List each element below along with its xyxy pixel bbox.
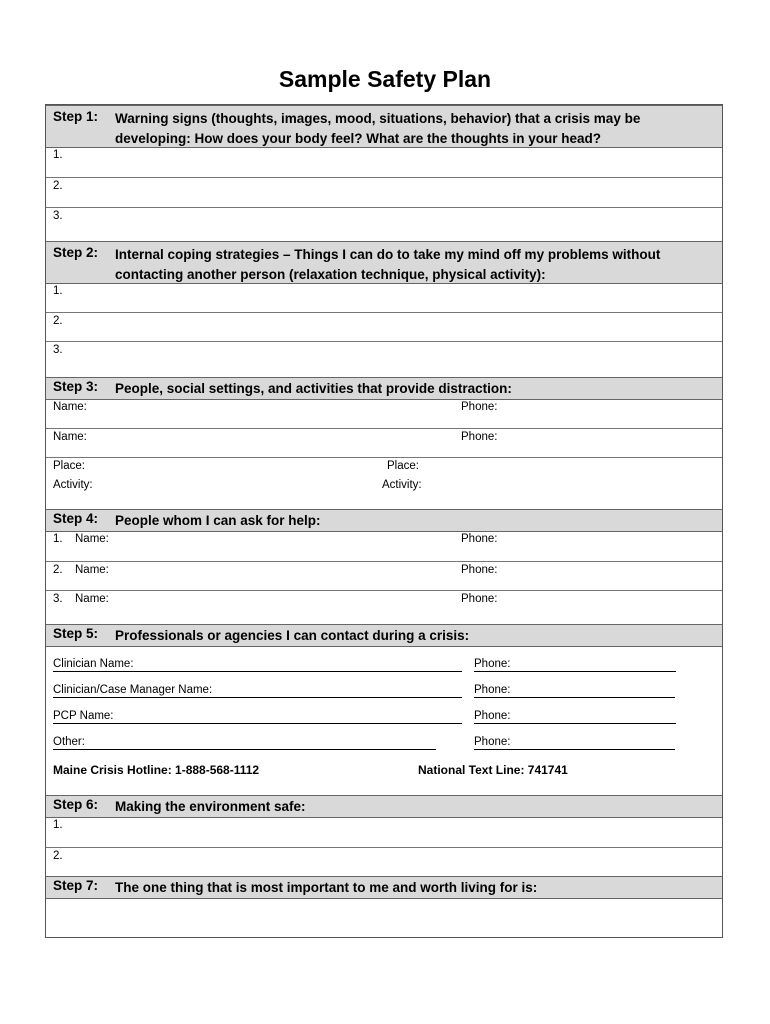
step-3-name-row-1[interactable] [46,399,722,429]
step-6-number: Step 6: [53,797,99,812]
step-5-body [46,646,722,794]
phone-label: Phone: [461,401,498,413]
step-7-header [46,876,722,899]
step-3-name-row-2[interactable] [46,429,722,458]
step-2-item-1[interactable] [46,283,722,313]
safety-plan-form [45,104,723,938]
step-4-contact-3[interactable] [46,591,722,623]
item-number: 3. [53,593,63,605]
step-7-number: Step 7: [53,878,99,893]
name-label: Name: [75,593,109,605]
step-2-item-3[interactable] [46,342,722,375]
step-1-item-2[interactable] [46,178,722,208]
step-5-text: Professionals or agencies I can contact during a crisis: [115,628,470,643]
clinician-name-field[interactable]: Clinician Name: [53,658,462,672]
name-label: Name: [75,533,109,545]
step-4-contact-2[interactable] [46,562,722,591]
step-3-header [46,377,722,400]
step-7-answer-field[interactable] [46,898,722,937]
item-number: 1. [53,285,63,297]
item-number: 1. [53,149,63,161]
step-5-number: Step 5: [53,626,99,641]
name-label: Name: [53,431,87,443]
step-3-place-activity[interactable] [46,458,722,508]
other-name-field[interactable]: Other: [53,736,436,750]
step-6-item-1[interactable] [46,817,722,848]
step-1-item-3[interactable] [46,208,722,240]
phone-label: Phone: [461,533,498,545]
place-label: Place: [387,460,419,472]
case-manager-phone-field[interactable]: Phone: [474,684,675,698]
step-2-header [46,241,722,284]
step-2-number: Step 2: [53,245,99,260]
step-2-text: Internal coping strategies – Things I can do to take my mind off my problems without contacting another person (relaxation technique, physical activity): [115,247,661,282]
pcp-name-field[interactable]: PCP Name: [53,710,462,724]
activity-label: Activity: [382,479,422,491]
step-1-number: Step 1: [53,109,99,124]
place-label: Place: [53,460,85,472]
step-4-text: People whom I can ask for help: [115,513,321,528]
item-number: 1. [53,819,63,831]
step-4-header [46,509,722,532]
item-number: 1. [53,533,63,545]
item-number: 2. [53,850,63,862]
step-6-header [46,795,722,818]
pcp-phone-field[interactable]: Phone: [474,710,676,724]
step-1-text: Warning signs (thoughts, images, mood, situations, behavior) that a crisis may be developing: How does your body feel? What are the thoughts in your head? [115,111,641,146]
case-manager-name-field[interactable]: Clinician/Case Manager Name: [53,684,462,698]
phone-label: Phone: [461,593,498,605]
step-3-text: People, social settings, and activities that provide distraction: [115,381,512,396]
phone-label: Phone: [461,431,498,443]
item-number: 2. [53,315,63,327]
step-6-item-2[interactable] [46,848,722,876]
other-phone-field[interactable]: Phone: [474,736,675,750]
step-6-text: Making the environment safe: [115,799,306,814]
page-title: Sample Safety Plan [278,66,492,92]
step-7-text: The one thing that is most important to me and worth living for is: [115,880,538,895]
text-line: National Text Line: 741741 [418,763,568,777]
clinician-phone-field[interactable]: Phone: [474,658,676,672]
phone-label: Phone: [461,564,498,576]
item-number: 3. [53,344,63,356]
step-1-header [46,105,722,148]
name-label: Name: [75,564,109,576]
step-4-contact-1[interactable] [46,531,722,562]
step-4-number: Step 4: [53,511,99,526]
step-3-number: Step 3: [53,379,99,394]
name-label: Name: [53,401,87,413]
step-1-item-1[interactable] [46,147,722,178]
item-number: 2. [53,180,63,192]
step-5-header [46,624,722,647]
item-number: 3. [53,210,63,222]
crisis-hotline: Maine Crisis Hotline: 1-888-568-1112 [53,763,260,777]
activity-label: Activity: [53,479,93,491]
step-2-item-2[interactable] [46,313,722,342]
item-number: 2. [53,564,63,576]
